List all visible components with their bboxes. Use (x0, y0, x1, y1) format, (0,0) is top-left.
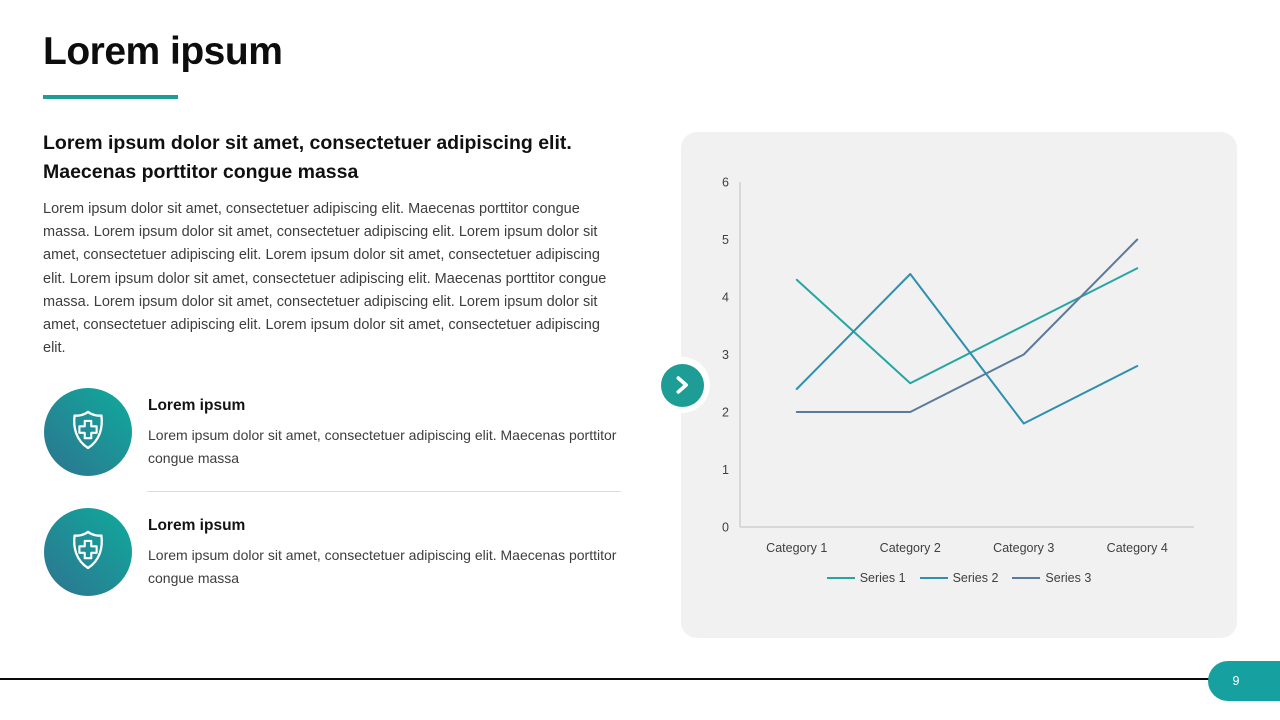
y-tick-label: 6 (722, 175, 729, 190)
page-number-badge (1208, 661, 1280, 701)
chart-legend (681, 571, 1237, 585)
legend-label: Series 3 (1045, 571, 1092, 585)
legend-item (827, 571, 906, 585)
y-tick-label: 4 (722, 290, 729, 305)
footer-line (0, 678, 1211, 680)
y-tick-label: 5 (722, 233, 729, 247)
list-item-heading: Lorem ipsum (148, 397, 246, 414)
y-tick-label: 0 (722, 520, 729, 535)
line-chart (681, 132, 1237, 638)
legend-item (920, 571, 999, 585)
legend-label: Series 2 (952, 571, 999, 585)
title-underline (43, 95, 178, 99)
series-line (797, 268, 1138, 383)
chart-panel (681, 132, 1237, 638)
body-paragraph: Lorem ipsum dolor sit amet, consectetuer adipiscing elit. Maecenas porttitor congue massa. Lorem ipsum dolor sit amet, consectetuer adipiscing elit. Lorem ipsum dolor sit amet, consectetuer adipiscing elit. Lorem ipsum dolor sit amet, consectetuer adipiscing elit. Lorem ipsum dolor sit amet, consectetuer adipiscing elit. Maecenas porttitor congue massa. Lorem ipsum dolor sit amet, consectetuer adipiscing elit. Lorem ipsum dolor sit amet, consectetuer adipiscing elit. Lorem ipsum dolor sit amet, consectetuer adipiscing elit. (43, 201, 607, 357)
x-category-label: Category 3 (993, 541, 1055, 555)
legend-swatch (920, 577, 948, 579)
chevron-right-icon (661, 364, 704, 407)
list-item-heading: Lorem ipsum (148, 517, 246, 534)
y-tick-label: 3 (722, 348, 729, 362)
y-tick-label: 1 (722, 463, 729, 477)
series-line (797, 274, 1138, 424)
legend-item (1012, 571, 1091, 585)
shield-cross-icon (44, 388, 132, 476)
divider (147, 491, 621, 492)
list-item-text: Lorem ipsum dolor sit amet, consectetuer adipiscing elit. Maecenas porttitor congue massa (148, 547, 617, 586)
list-item-text: Lorem ipsum dolor sit amet, consectetuer adipiscing elit. Maecenas porttitor congue massa (148, 427, 617, 466)
shield-cross-icon (44, 508, 132, 596)
legend-swatch (1012, 577, 1040, 579)
x-category-label: Category 1 (766, 541, 828, 555)
x-category-label: Category 4 (1106, 541, 1168, 555)
legend-label: Series 1 (859, 571, 906, 585)
section-subtitle: Lorem ipsum dolor sit amet, consectetuer adipiscing elit. Maecenas porttitor congue massa (43, 132, 572, 183)
list-item-content (148, 397, 622, 470)
next-button[interactable] (654, 357, 710, 413)
page-number: 9 (1232, 674, 1240, 688)
list-item-content (148, 517, 622, 590)
page-title: Lorem ipsum (43, 30, 283, 73)
y-tick-label: 2 (722, 405, 729, 420)
legend-swatch (827, 577, 855, 579)
x-category-label: Category 2 (879, 541, 941, 555)
